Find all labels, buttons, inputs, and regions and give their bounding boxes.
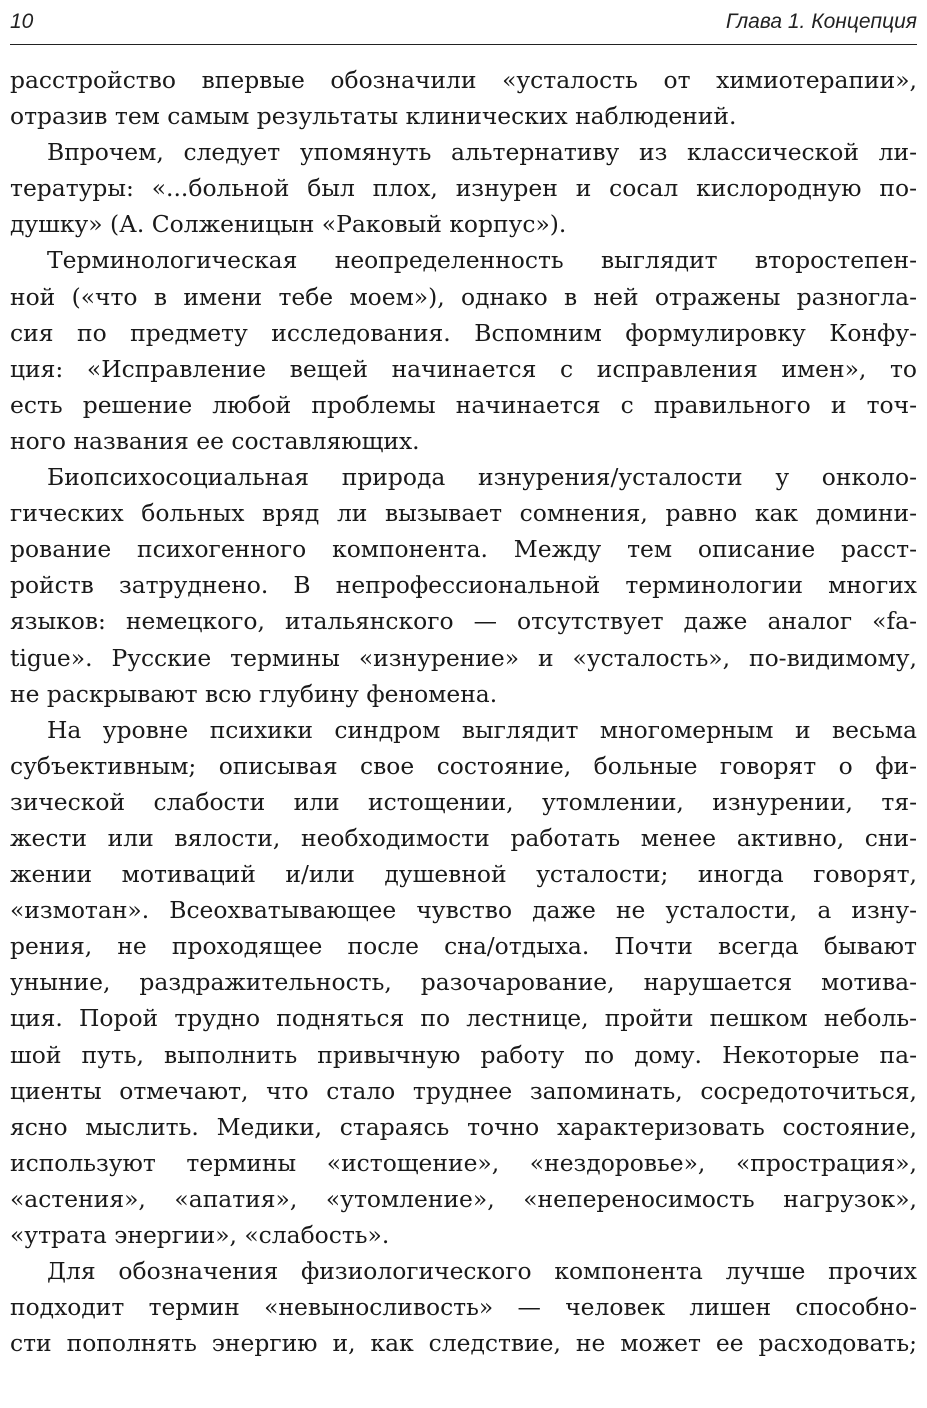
- text-line: душку» (А. Солженицын «Раковый корпус»).: [10, 210, 567, 239]
- text-line: рование психогенного компонента. Между тем описание расст-: [10, 535, 917, 564]
- text-line: расстройство впервые обозначили «усталость от химиотерапии»,: [10, 66, 917, 94]
- text-line: Для обозначения физиологического компонента лучше прочих: [47, 1257, 917, 1286]
- text-line: есть решение любой проблемы начинается с правильного и точ-: [10, 390, 917, 419]
- running-header: [10, 6, 917, 45]
- text-line: сти пополнять энергию и, как следствие, не может ее расходовать;: [10, 1329, 917, 1358]
- page-body: [10, 62, 917, 1361]
- text-line: отразив тем самым результаты клинических наблюдений.: [10, 102, 737, 131]
- text-line: «измотан». Всеохватывающее чувство даже не усталости, а изну-: [10, 896, 917, 925]
- text-line: гических больных вряд ли вызывает сомнения, равно как домини-: [10, 499, 917, 528]
- text-line: циенты отмечают, что стало труднее запоминать, сосредоточиться,: [10, 1076, 917, 1105]
- text-line: подходит термин «невыносливость» — человек лишен способно-: [10, 1293, 917, 1322]
- paragraph: [10, 712, 917, 1253]
- chapter-title: Глава 1. Концепция: [725, 10, 917, 33]
- text-line: ция. Порой трудно подняться по лестнице, пройти пешком неболь-: [10, 1004, 917, 1033]
- text-line: зической слабости или истощении, утомлении, изнурении, тя-: [10, 787, 917, 816]
- text-line: языков: немецкого, итальянского — отсутствует даже аналог «fa-: [10, 607, 917, 636]
- text-line: шой путь, выполнить привычную работу по дому. Некоторые па-: [10, 1040, 917, 1069]
- paragraph: [10, 242, 917, 459]
- text-line: «астения», «апатия», «утомление», «непереносимость нагрузок»,: [10, 1184, 917, 1213]
- text-line: не раскрывают всю глубину феномена.: [10, 679, 498, 708]
- text-line: субъективным; описывая свое состояние, больные говорят о фи-: [10, 751, 917, 780]
- text-line: «утрата энергии», «слабость».: [10, 1221, 390, 1249]
- paragraph: [10, 1253, 917, 1361]
- text-line: жести или вялости, необходимости работать менее активно, сни-: [10, 823, 917, 852]
- text-line: используют термины «истощение», «нездоровье», «прострация»,: [10, 1148, 917, 1177]
- paragraph: [10, 134, 917, 242]
- page-number: 10: [10, 10, 34, 33]
- text-line: Впрочем, следует упомянуть альтернативу из классической ли-: [47, 138, 917, 167]
- text-line: На уровне психики синдром выглядит многомерным и весьма: [47, 715, 917, 744]
- text-line: сия по предмету исследования. Вспомним формулировку Конфу-: [10, 318, 917, 347]
- text-line: ясно мыслить. Медики, стараясь точно характеризовать состояние,: [10, 1112, 917, 1141]
- text-line: ройств затруднено. В непрофессиональной терминологии многих: [10, 571, 917, 600]
- text-line: уныние, раздражительность, разочарование, нарушается мотива-: [10, 968, 917, 997]
- text-line: тературы: «...больной был плох, изнурен и сосал кислородную по-: [10, 174, 917, 203]
- text-line: ция: «Исправление вещей начинается с исправления имен», то: [10, 354, 917, 383]
- text-line: Биопсихосоциальная природа изнурения/усталости у онколо-: [47, 463, 917, 492]
- text-line: tigue». Русские термины «изнурение» и «усталость», по-видимому,: [10, 643, 917, 672]
- text-line: ной («что в имени тебе моем»), однако в ней отражены разногла-: [10, 282, 917, 311]
- paragraph: [10, 459, 917, 712]
- text-line: рения, не проходящее после сна/отдыха. Почти всегда бывают: [10, 932, 917, 961]
- text-line: жении мотиваций и/или душевной усталости; иногда говорят,: [10, 860, 917, 889]
- text-line: ного названия ее составляющих.: [10, 426, 420, 455]
- paragraph: [10, 62, 917, 134]
- text-line: Терминологическая неопределенность выглядит второстепен-: [47, 246, 917, 275]
